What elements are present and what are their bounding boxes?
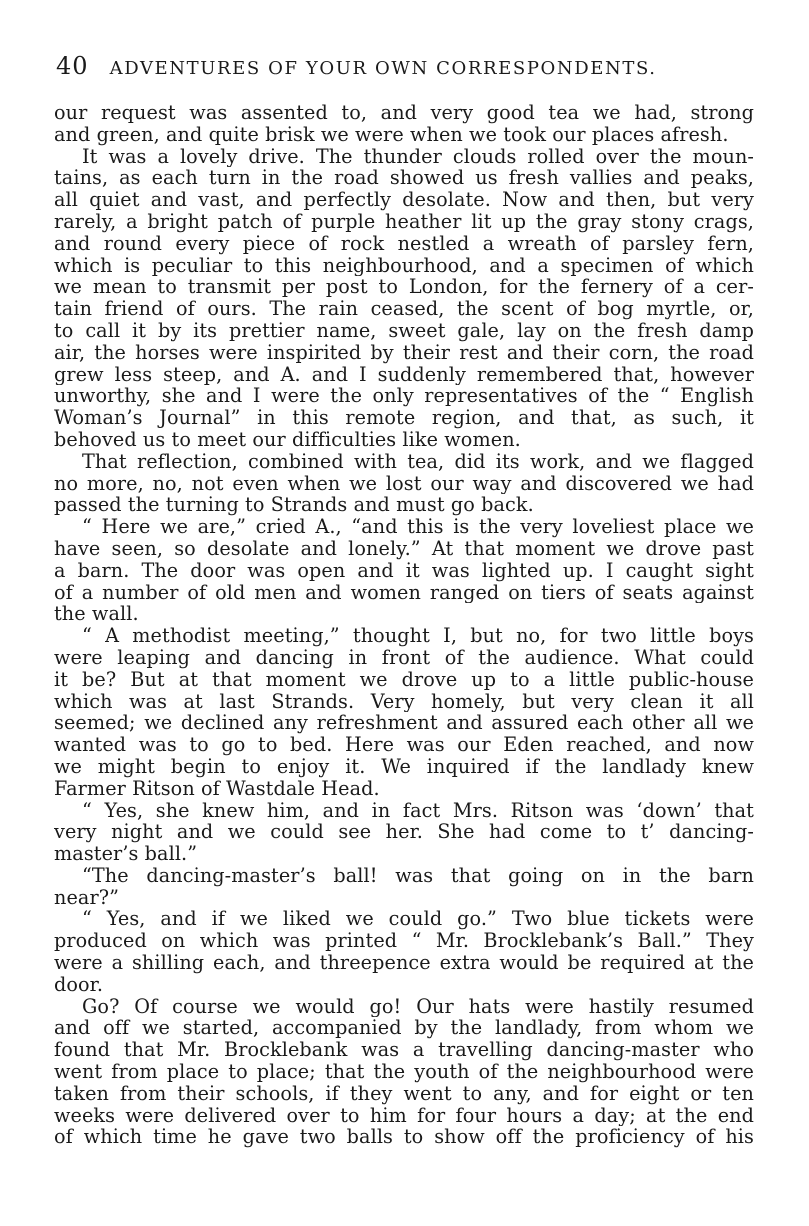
text-line: the wall. bbox=[54, 603, 139, 626]
text-line: Woman’s Journal” in this remote region, and that, as such, it bbox=[54, 407, 754, 429]
text-line: tain friend of ours. The rain ceased, the scent of bog myrtle, or, bbox=[54, 298, 754, 320]
text-line: taken from their schools, if they went to any, and for eight or ten bbox=[54, 1082, 754, 1105]
text-line: produced on which was printed “ Mr. Brocklebank’s Ball.” They bbox=[54, 930, 754, 953]
text-line: behoved us to meet our difficulties like women. bbox=[54, 428, 521, 451]
text-line: seemed; we declined any refreshment and assured each other all we bbox=[54, 712, 754, 735]
running-title: ADVENTURES OF YOUR OWN CORRESPONDENTS. bbox=[109, 58, 657, 79]
text-line: rarely, a bright patch of purple heather lit up the gray stony crags, bbox=[54, 210, 754, 233]
text-line: Go? Of course we would go! Our hats were hastily resumed bbox=[82, 995, 754, 1018]
text-line: door. bbox=[54, 973, 104, 996]
text-line: That reflection, combined with tea, did its work, and we flagged bbox=[82, 450, 754, 473]
text-line: “ Yes, she knew him, and in fact Mrs. Ritson was ‘down’ that bbox=[82, 799, 754, 822]
text-line: found that Mr. Brocklebank was a travelling dancing-master who bbox=[54, 1039, 754, 1062]
page-number: 40 bbox=[56, 52, 89, 80]
text-line: we might begin to enjoy it. We inquired if the landlady knew bbox=[54, 755, 754, 778]
text-line: all quiet and vast, and perfectly desolate. Now and then, but very bbox=[54, 189, 754, 211]
text-line: of which time he gave two balls to show off the proficiency of his bbox=[54, 1126, 754, 1149]
running-header bbox=[56, 52, 756, 84]
text-line: wanted was to go to bed. Here was our Eden reached, and now bbox=[54, 734, 754, 756]
text-line: a barn. The door was open and it was lighted up. I caught sight bbox=[54, 559, 754, 582]
text-line: and round every piece of rock nestled a wreath of parsley fern, bbox=[54, 232, 754, 255]
text-line: unworthy, she and I were the only representatives of the “ English bbox=[54, 385, 754, 408]
text-line: “ A methodist meeting,” thought I, but no, for two little boys bbox=[82, 625, 754, 647]
text-line: we mean to transmit per post to London, for the fernery of a cer- bbox=[54, 276, 754, 299]
text-line: passed the turning to Strands and must go back. bbox=[54, 494, 534, 517]
text-line: and off we started, accompanied by the landlady, from whom we bbox=[54, 1017, 754, 1040]
body-text bbox=[54, 102, 754, 1148]
text-line: air, the horses were inspirited by their rest and their corn, the road bbox=[54, 341, 754, 364]
text-line: which is peculiar to this neighbourhood, and a specimen of which bbox=[54, 254, 754, 277]
text-line: no more, no, not even when we lost our way and discovered we had bbox=[54, 472, 754, 495]
text-line: have seen, so desolate and lonely.” At that moment we drove past bbox=[54, 537, 754, 560]
text-line: “ Here we are,” cried A., “and this is the very loveliest place we bbox=[82, 516, 754, 538]
text-line: of a number of old men and women ranged on tiers of seats against bbox=[54, 581, 754, 604]
text-line: grew less steep, and A. and I suddenly remembered that, however bbox=[54, 363, 754, 386]
text-line: “ Yes, and if we liked we could go.” Two blue tickets were bbox=[82, 908, 754, 931]
text-line: tains, as each turn in the road showed us fresh vallies and peaks, bbox=[54, 167, 754, 190]
text-line: were leaping and dancing in front of the audience. What could bbox=[54, 646, 754, 669]
text-line: near?” bbox=[54, 886, 120, 909]
text-line: were a shilling each, and threepence extra would be required at the bbox=[54, 952, 754, 974]
text-line: Farmer Ritson of Wastdale Head. bbox=[54, 777, 380, 800]
text-line: it be? But at that moment we drove up to a little public-house bbox=[54, 668, 754, 691]
text-line: weeks were delivered over to him for four hours a day; at the end bbox=[54, 1104, 754, 1127]
text-line: which was at last Strands. Very homely, but very clean it all bbox=[54, 690, 754, 713]
text-line: went from place to place; that the youth of the neighbourhood were bbox=[54, 1061, 754, 1083]
text-line: It was a lovely drive. The thunder clouds rolled over the moun- bbox=[82, 145, 754, 168]
text-line: and green, and quite brisk we were when we took our places afresh. bbox=[54, 123, 729, 146]
text-line: “The dancing-master’s ball! was that going on in the barn bbox=[82, 864, 754, 887]
text-line: our request was assented to, and very good tea we had, strong bbox=[54, 102, 754, 124]
text-line: master’s ball.” bbox=[54, 843, 198, 865]
text-line: very night and we could see her. She had come to t’ dancing- bbox=[54, 821, 754, 844]
text-line: to call it by its prettier name, sweet gale, lay on the fresh damp bbox=[54, 319, 754, 342]
